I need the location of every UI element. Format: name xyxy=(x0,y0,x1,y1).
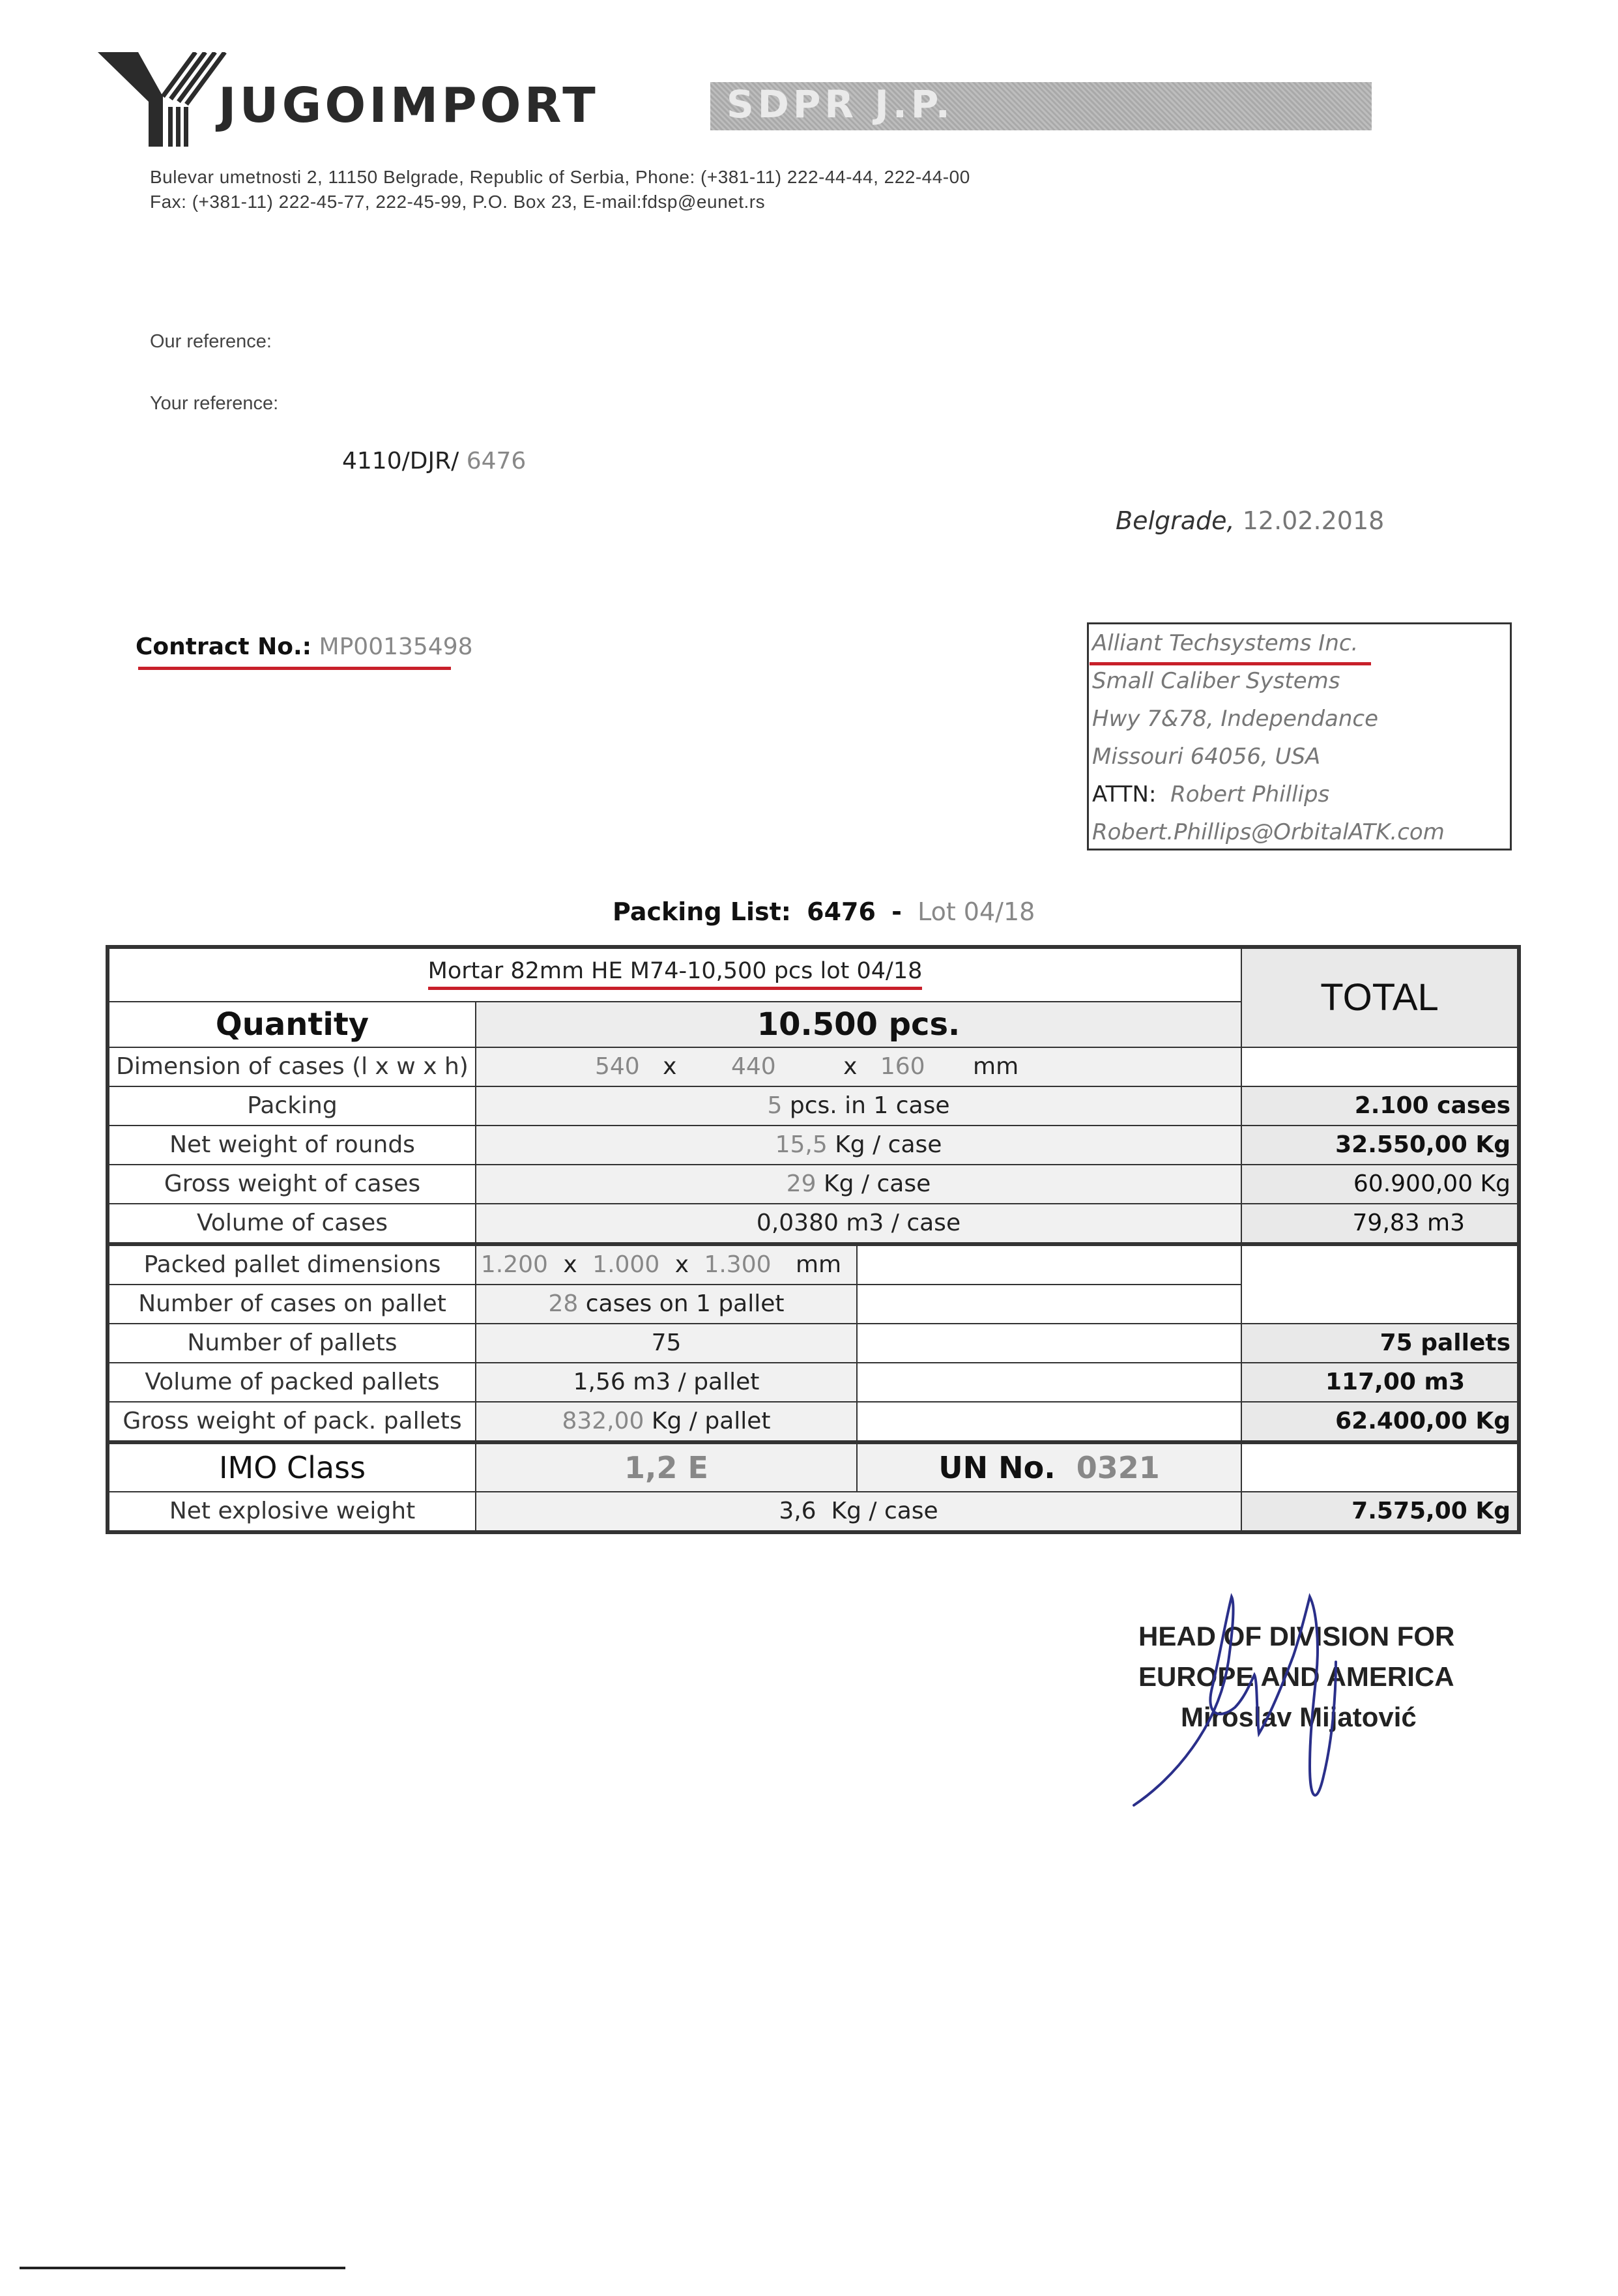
cases-on-pallet-label: Number of cases on pallet xyxy=(108,1285,476,1324)
addressee-city: Missouri 64056, USA xyxy=(1092,744,1321,770)
nev-text: Kg / case xyxy=(831,1498,938,1524)
net-weight-num: 15,5 xyxy=(775,1131,828,1158)
num-pallets-value: 75 xyxy=(476,1324,857,1363)
addressee-attn xyxy=(1092,776,1510,813)
net-weight-text: Kg / case xyxy=(835,1131,942,1158)
imo-class-value: 1,2 E xyxy=(476,1442,857,1492)
pallet-dims-value xyxy=(476,1244,857,1285)
attn-name: Robert Phillips xyxy=(1170,781,1330,807)
table-row xyxy=(108,1324,1519,1363)
packing-table xyxy=(106,945,1521,1534)
packing-text: pcs. in 1 case xyxy=(789,1092,950,1119)
contract-label: Contract No.: xyxy=(136,633,312,660)
empty-cell xyxy=(857,1285,1241,1324)
addressee-underline xyxy=(1090,662,1371,665)
contact-line: Fax: (+381-11) 222-45-77, 222-45-99, P.O. Box 23, E-mail:fdsp@eunet.rs xyxy=(150,192,766,212)
gross-weight-value xyxy=(476,1165,1241,1204)
volume-num: 0,0380 xyxy=(756,1210,839,1236)
company-logo xyxy=(98,52,228,147)
empty-cell xyxy=(857,1324,1241,1363)
addressee-street: Hwy 7&78, Independance xyxy=(1092,706,1379,732)
table-row xyxy=(108,1402,1519,1442)
un-label: UN No. xyxy=(938,1450,1056,1485)
imo-class-label: IMO Class xyxy=(108,1442,476,1492)
signatory-title-line1: HEAD OF DIVISION FOR xyxy=(1138,1621,1455,1651)
volume-label: Volume of cases xyxy=(108,1204,476,1244)
num-pallets-total: 75 pallets xyxy=(1241,1324,1519,1363)
gross-weight-total: 60.900,00 Kg xyxy=(1241,1165,1519,1204)
volume-total: 79,83 m3 xyxy=(1241,1204,1519,1244)
gross-weight-label: Gross weight of cases xyxy=(108,1165,476,1204)
gross-pallets-label: Gross weight of pack. pallets xyxy=(108,1402,476,1442)
cases-on-pallet-value xyxy=(476,1285,857,1324)
contract-number xyxy=(136,635,473,659)
packing-total: 2.100 cases xyxy=(1241,1086,1519,1126)
table-row xyxy=(108,1204,1519,1244)
attn-label: ATTN: xyxy=(1092,781,1157,807)
empty-cell xyxy=(1241,1442,1519,1492)
cases-on-pallet-num: 28 xyxy=(548,1290,579,1317)
our-reference-label: Our reference: xyxy=(150,331,272,352)
table-row xyxy=(108,1442,1519,1492)
date-line xyxy=(1116,508,1384,533)
handwritten-signature xyxy=(1121,1584,1421,1831)
gross-pallets-total: 62.400,00 Kg xyxy=(1241,1402,1519,1442)
empty-cell xyxy=(1241,1244,1519,1324)
product-cell xyxy=(108,947,1241,1002)
packing-list-separator: - xyxy=(891,897,902,926)
table-row xyxy=(108,947,1519,1002)
net-weight-value xyxy=(476,1126,1241,1165)
pallet-dim-x1: x xyxy=(563,1251,577,1278)
nev-num: 3,6 xyxy=(779,1498,816,1524)
addressee-email: Robert.Phillips@OrbitalATK.com xyxy=(1092,819,1445,845)
date-place: Belgrade, xyxy=(1116,506,1235,535)
table-row xyxy=(108,1086,1519,1126)
dimension-value xyxy=(476,1047,1241,1086)
reference-number xyxy=(342,450,526,473)
nev-label: Net explosive weight xyxy=(108,1492,476,1532)
packing-num: 5 xyxy=(767,1092,783,1119)
dimension-w: 440 xyxy=(730,1053,776,1080)
product-description: Mortar 82mm HE M74-10,500 pcs lot 04/18 xyxy=(428,960,923,990)
vol-pallets-total: 117,00 m3 xyxy=(1241,1363,1519,1402)
gross-weight-num: 29 xyxy=(786,1170,816,1197)
vol-pallets-label: Volume of packed pallets xyxy=(108,1363,476,1402)
contract-underline xyxy=(138,667,451,670)
total-header: TOTAL xyxy=(1241,947,1519,1047)
vol-pallets-value: 1,56 m3 / pallet xyxy=(476,1363,857,1402)
cases-on-pallet-text: cases on 1 pallet xyxy=(585,1290,785,1317)
addressee-company: Alliant Techsystems Inc. xyxy=(1092,630,1359,656)
gross-pallets-value xyxy=(476,1402,857,1442)
dimension-l: 540 xyxy=(595,1053,640,1080)
pallet-dim-b: 1.000 xyxy=(592,1251,660,1278)
packing-list-lot: Lot 04/18 xyxy=(917,897,1035,926)
reference-prefix: 4110/DJR/ xyxy=(342,448,459,474)
empty-cell xyxy=(857,1363,1241,1402)
volume-text: m3 / case xyxy=(846,1210,961,1236)
gross-pallets-num: 832,00 xyxy=(562,1408,644,1434)
signatory-title-line2: EUROPE AND AMERICA xyxy=(1138,1661,1454,1692)
dimension-unit: mm xyxy=(973,1053,1019,1080)
signatory-name: Miroslav Mijatović xyxy=(1181,1702,1417,1732)
quantity-label: Quantity xyxy=(108,1002,476,1047)
packing-list-label: Packing List: xyxy=(613,897,791,926)
addressee-division: Small Caliber Systems xyxy=(1092,668,1340,694)
packing-list-title xyxy=(613,899,1035,924)
dimension-h: 160 xyxy=(880,1053,925,1080)
table-row xyxy=(108,1126,1519,1165)
footer-rule xyxy=(20,2267,345,2269)
table-row xyxy=(108,1363,1519,1402)
un-number xyxy=(857,1442,1241,1492)
dimension-x1: x xyxy=(663,1053,677,1080)
nev-value xyxy=(476,1492,1241,1532)
addressee-box xyxy=(1087,622,1512,850)
gross-weight-text: Kg / case xyxy=(824,1170,931,1197)
pallet-dims-label: Packed pallet dimensions xyxy=(108,1244,476,1285)
table-row xyxy=(108,1165,1519,1204)
quantity-value: 10.500 pcs. xyxy=(476,1002,1241,1047)
num-pallets-label: Number of pallets xyxy=(108,1324,476,1363)
pallet-dim-c: 1.300 xyxy=(704,1251,772,1278)
company-name: JUGOIMPORT xyxy=(218,78,599,134)
contract-value: MP00135498 xyxy=(319,633,473,660)
pallet-dim-x2: x xyxy=(674,1251,689,1278)
date-value: 12.02.2018 xyxy=(1242,506,1385,535)
un-value: 0321 xyxy=(1076,1450,1160,1485)
empty-cell xyxy=(857,1402,1241,1442)
empty-cell xyxy=(1241,1047,1519,1086)
packing-list-number: 6476 xyxy=(807,897,876,926)
address-line: Bulevar umetnosti 2, 11150 Belgrade, Republic of Serbia, Phone: (+381-11) 222-44-44, 222-44-00 xyxy=(150,167,970,187)
your-reference-label: Your reference: xyxy=(150,393,279,414)
nev-total: 7.575,00 Kg xyxy=(1241,1492,1519,1532)
gross-pallets-text: Kg / pallet xyxy=(651,1408,771,1434)
volume-value xyxy=(476,1204,1241,1244)
dimension-label: Dimension of cases (l x w x h) xyxy=(108,1047,476,1086)
empty-cell xyxy=(857,1244,1241,1285)
table-row xyxy=(108,1047,1519,1086)
packing-label: Packing xyxy=(108,1086,476,1126)
packing-value xyxy=(476,1086,1241,1126)
pallet-dim-unit: mm xyxy=(795,1251,842,1278)
table-row xyxy=(108,1492,1519,1532)
net-weight-label: Net weight of rounds xyxy=(108,1126,476,1165)
net-weight-total: 32.550,00 Kg xyxy=(1241,1126,1519,1165)
dimension-x2: x xyxy=(843,1053,858,1080)
reference-value: 6476 xyxy=(466,448,527,474)
pallet-dim-a: 1.200 xyxy=(480,1251,548,1278)
table-row xyxy=(108,1244,1519,1285)
company-suffix: SDPR J.P. xyxy=(727,82,954,126)
